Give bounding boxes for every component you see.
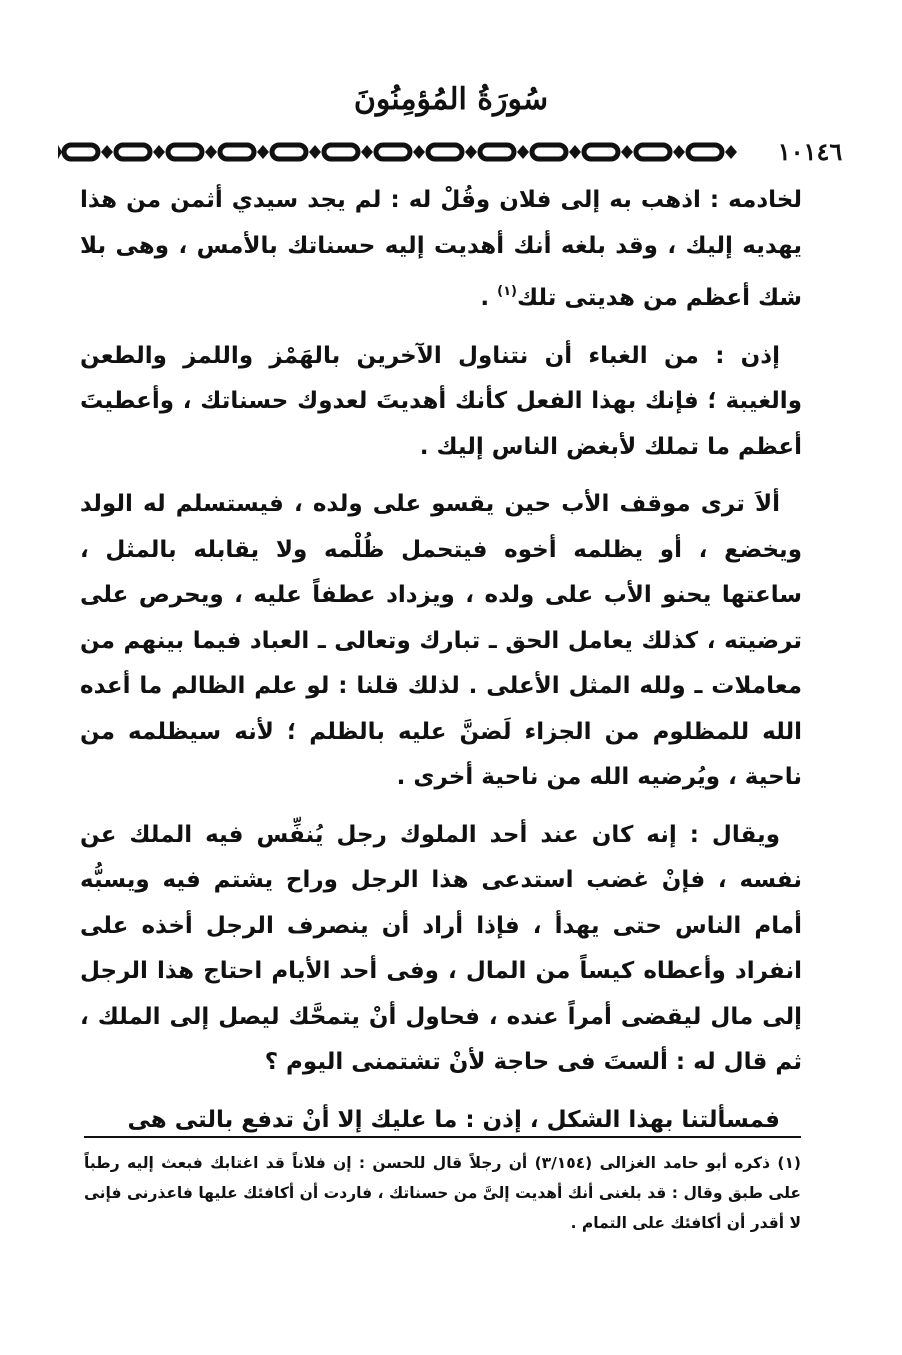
- header-ornament-row: [58, 132, 843, 172]
- footnote-marker: (١): [497, 284, 517, 299]
- page-number: ١٠١٤٦: [770, 136, 850, 168]
- footnote-1: (١) ذكره أبو حامد الغزالى (٣/١٥٤) أن رجلاً قال للحسن : إن فلاناً قد اغتابك فبعث إليه رطباً على طبق وقال : قد بلغنى أنك أهديت إلىَّ من حسناتك ، فاردت أن أكافئك عليها فاعذرنى فإنى لا أقدر أن أكافئك على التمام .: [84, 1154, 801, 1232]
- surah-title: سُورَةُ المُؤمِنُونَ: [353, 82, 549, 117]
- footnote-divider: [84, 1136, 801, 1138]
- footnotes: [84, 1148, 801, 1238]
- paragraph-2: إذن : من الغباء أن نتناول الآخرين بالهَمْز واللمز والطعن والغيبة ؛ فإنك بهذا الفعل كأنك أهديتَ لعدوك حسناتك ، وأعطيتَ أعظم ما تملك لأبغض الناس إليك .: [80, 342, 802, 460]
- paragraph-1-end: .: [480, 285, 498, 311]
- paragraph-1: [80, 178, 802, 322]
- paragraph-3: ألاَ ترى موقف الأب حين يقسو على ولده ، فيستسلم له الولد ويخضع ، أو يظلمه أخوه فيتحمل ظُلْمه ولا يقابله بالمثل ، ساعتها يحنو الأب على ولده ، ويزداد عطفاً عليه ، ويحرص على ترضيته ، كذلك يعامل الحق ـ تبارك وتعالى ـ العباد فيما بينهم من معاملات ـ ولله المثل الأعلى . لذلك قلنا : لو علم الظالم ما أعده الله للمظلوم من الجزاء لَضنَّ عليه بالظلم ؛ لأنه سيظلمه من ناحية ، ويُرضيه الله من ناحية أخرى .: [80, 491, 802, 790]
- main-text: [80, 178, 802, 1155]
- chain-ornament: [58, 132, 828, 172]
- paragraph-4: ويقال : إنه كان عند أحد الملوك رجل يُنفِّس فيه الملك عن نفسه ، فإنْ غضب استدعى هذا الرجل وراح يشتم فيه ويسبُّه أمام الناس حتى يهدأ ، فإذا أراد أن ينصرف الرجل أخذه على انفراد وأعطاه كيساً من المال ، وفى أحد الأيام احتاج هذا الرجل إلى مال ليقضى أمراً عنده ، فحاول أنْ يتمحَّك ليصل إلى الملك ، ثم قال له : ألستَ فى حاجة لأنْ تشتمنى اليوم ؟: [80, 821, 802, 1075]
- paragraph-1-text: لخادمه : اذهب به إلى فلان وقُلْ له : لم يجد سيدي أثمن من هذا يهديه إليك ، وقد بلغه أنك أهديت إليه حسناتك بالأمس ، وهى بلا شك أعظم من هديتى تلك: [80, 187, 802, 311]
- paragraph-5: فمسألتنا بهذا الشكل ، إذن : ما عليك إلا أنْ تدفع بالتى هى: [127, 1106, 780, 1133]
